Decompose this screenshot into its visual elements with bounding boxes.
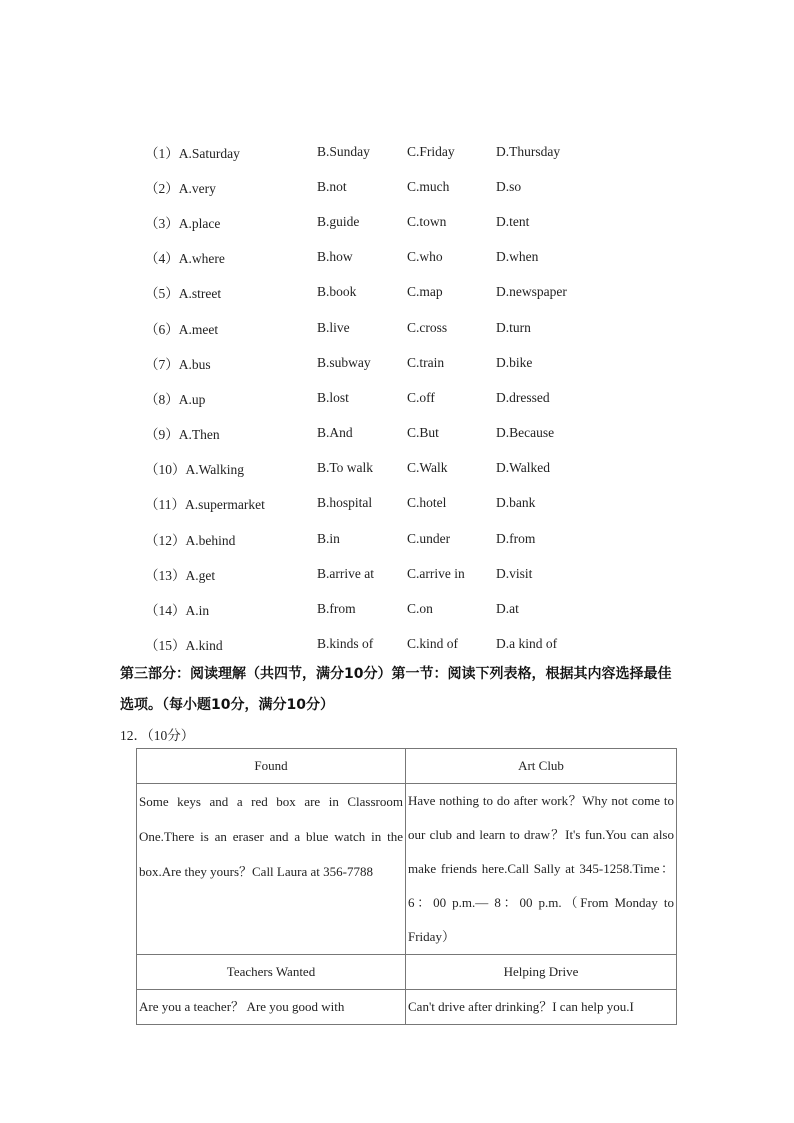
option-b: B.arrive at — [317, 565, 374, 581]
option-row — [145, 240, 705, 275]
option-row — [145, 451, 705, 486]
option-row — [145, 591, 705, 626]
option-row — [145, 380, 705, 415]
teachers-wanted-text-cell — [137, 990, 406, 1025]
option-b: B.in — [317, 530, 340, 546]
notices-table — [136, 748, 677, 1025]
option-b: B.live — [317, 319, 350, 335]
option-c: C.Walk — [407, 460, 448, 476]
option-row — [145, 521, 705, 556]
option-b: B.hospital — [317, 495, 373, 511]
option-row — [145, 275, 705, 310]
option-a: （2）A.very — [145, 180, 216, 196]
found-title: Found — [137, 749, 406, 784]
option-d: D.tent — [496, 213, 530, 229]
art-club-text-cell — [406, 784, 677, 955]
option-d: D.Thursday — [496, 143, 561, 159]
question-number: 12．（10分） — [120, 728, 195, 743]
option-b: B.Sunday — [317, 143, 370, 159]
option-b: B.To walk — [317, 460, 374, 476]
section-heading — [120, 659, 680, 721]
option-c: C.train — [407, 354, 445, 370]
option-b: B.from — [317, 601, 356, 617]
found-text-cell — [137, 784, 406, 955]
option-b: B.guide — [317, 213, 360, 229]
option-d: D.from — [496, 530, 536, 546]
option-a: （15）A.kind — [145, 638, 223, 654]
option-a: （5）A.street — [145, 286, 222, 302]
option-c: C.town — [407, 213, 447, 229]
option-row — [145, 627, 705, 662]
helping-drive-title: Helping Drive — [406, 955, 677, 990]
option-c: C.hotel — [407, 495, 447, 511]
section-heading-line-1: 第三部分：阅读理解（共四节，满分10分）第一节：阅读下列表格，根据其内容选择最佳 — [120, 666, 672, 682]
option-c: C.under — [407, 530, 451, 546]
option-b: B.And — [317, 425, 353, 441]
option-row — [145, 169, 705, 204]
option-c: C.off — [407, 389, 435, 405]
option-row — [145, 345, 705, 380]
option-b: B.how — [317, 249, 353, 265]
option-a: （6）A.meet — [145, 321, 219, 337]
table-row — [137, 990, 677, 1025]
option-d: D.when — [496, 249, 539, 265]
helping-drive-text: Can't drive after drinking？I can help you.I — [408, 999, 634, 1014]
option-a: （9）A.Then — [145, 427, 220, 443]
option-c: C.on — [407, 601, 433, 617]
option-a: （10）A.Walking — [145, 462, 245, 478]
option-c: C.arrive in — [407, 565, 465, 581]
option-c: C.Friday — [407, 143, 455, 159]
option-d: D.bike — [496, 354, 533, 370]
option-d: D.Because — [496, 425, 555, 441]
option-d: D.newspaper — [496, 284, 567, 300]
art-club-title: Art Club — [406, 749, 677, 784]
table-row — [137, 784, 677, 955]
answer-options-list — [145, 134, 705, 662]
option-row — [145, 556, 705, 591]
option-c: C.But — [407, 425, 439, 441]
option-a: （13）A.get — [145, 567, 216, 583]
option-d: D.turn — [496, 319, 531, 335]
option-row — [145, 416, 705, 451]
option-a: （3）A.place — [145, 215, 221, 231]
helping-drive-text-cell — [406, 990, 677, 1025]
option-row — [145, 486, 705, 521]
option-a: （14）A.in — [145, 603, 210, 619]
option-c: C.cross — [407, 319, 448, 335]
option-d: D.Walked — [496, 460, 551, 476]
option-d: D.dressed — [496, 389, 550, 405]
option-b: B.not — [317, 178, 347, 194]
option-a: （7）A.bus — [145, 356, 211, 372]
option-a: （1）A.Saturday — [145, 145, 240, 161]
found-text: Some keys and a red box are in Classroom One.There is an eraser and a blue watch in the box.Are they yours？Call Laura at 356-7788 — [139, 794, 403, 879]
option-c: C.map — [407, 284, 443, 300]
option-d: D.so — [496, 178, 522, 194]
option-d: D.a kind of — [496, 636, 558, 652]
section-heading-line-2: 选项。（每小题10分，满分10分） — [120, 697, 334, 713]
option-a: （11）A.supermarket — [145, 497, 265, 513]
option-b: B.book — [317, 284, 357, 300]
option-row — [145, 204, 705, 239]
option-b: B.kinds of — [317, 636, 374, 652]
option-c: C.kind of — [407, 636, 459, 652]
option-b: B.lost — [317, 389, 349, 405]
option-c: C.much — [407, 178, 450, 194]
option-d: D.visit — [496, 565, 533, 581]
table-header-row — [137, 749, 677, 784]
table-header-row — [137, 955, 677, 990]
option-a: （8）A.up — [145, 391, 206, 407]
option-d: D.at — [496, 601, 519, 617]
option-row — [145, 310, 705, 345]
option-a: （4）A.where — [145, 251, 225, 267]
teachers-wanted-text: Are you a teacher？ Are you good with — [139, 999, 345, 1014]
teachers-wanted-title: Teachers Wanted — [137, 955, 406, 990]
art-club-text: Have nothing to do after work？Why not come to our club and learn to draw？It's fun.You can also make friends here.Call Sally at 345-1258.Time：6：00 p.m.— 8：00 p.m.（From Monday to Friday） — [408, 793, 674, 944]
option-b: B.subway — [317, 354, 371, 370]
option-c: C.who — [407, 249, 443, 265]
option-d: D.bank — [496, 495, 536, 511]
option-row — [145, 134, 705, 169]
option-a: （12）A.behind — [145, 532, 236, 548]
